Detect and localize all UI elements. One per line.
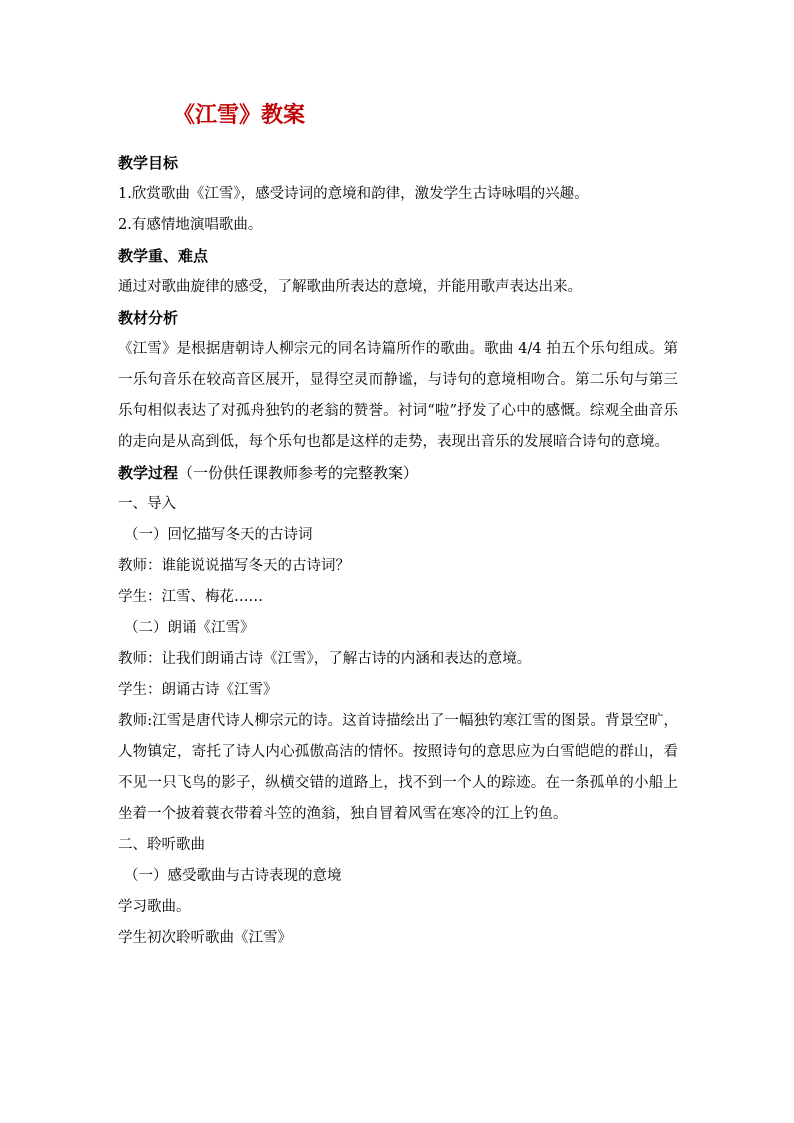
- analysis-heading: 教材分析: [118, 309, 179, 327]
- process-heading: [118, 458, 678, 489]
- teacher-line-3: 教师:江雪是唐代诗人柳宗元的诗。这首诗描绘出了一幅独钓寒江雪的图景。背景空旷，人物镇定，寄托了诗人内心孤傲高洁的情怀。按照诗句的意思应为白雪皑皑的群山，看不见一只飞鸟的影子，纵横交错的道路上，找不到一个人的踪迹。在一条孤单的小船上坐着一个披着蓑衣带着斗笠的渔翁，独自冒着风雪在寒冷的江上钓鱼。: [118, 713, 678, 822]
- part-2-heading: 二、聆听歌曲: [118, 837, 205, 853]
- part-1-heading: 一、导入: [118, 496, 176, 512]
- page-title: 《江雪》教案: [173, 102, 306, 128]
- goal-2: 2.有感情地演唱歌曲。: [118, 217, 263, 233]
- learn-line: 学习歌曲。: [118, 899, 191, 915]
- listen-line: 学生初次聆听歌曲《江雪》: [118, 930, 292, 946]
- part-1-2: （二）朗诵《江雪》: [124, 620, 255, 636]
- key-points-heading: 教学重、难点: [118, 247, 209, 265]
- process-heading-note: （一份供任课教师参考的完整教案）: [178, 464, 419, 482]
- teacher-line-1: 教师：谁能说说描写冬天的古诗词？: [118, 558, 350, 574]
- goals-heading: 教学目标: [118, 154, 179, 172]
- goal-1: 1.欣赏歌曲《江雪》，感受诗词的意境和韵律，激发学生古诗咏唱的兴趣。: [118, 186, 589, 202]
- document-page: [118, 100, 678, 954]
- analysis-text: 《江雪》是根据唐朝诗人柳宗元的同名诗篇所作的歌曲。歌曲 4/4 拍五个乐句组成。第一乐句音乐在较高音区展开，显得空灵而静谧，与诗句的意境相吻合。第二乐句与第三乐句相似表达了对孤舟独钓的老翁的赞誉。衬词“啦”抒发了心中的感慨。综观全曲音乐的走向是从高到低，每个乐句也都是这样的走势，表现出音乐的发展暗合诗句的意境。: [118, 341, 678, 450]
- student-line-2: 学生：朗诵古诗《江雪》: [118, 682, 278, 698]
- student-line-1: 学生：江雪、梅花……: [118, 589, 263, 605]
- part-2-1: （一）感受歌曲与古诗表现的意境: [124, 868, 342, 884]
- process-heading-label: 教学过程: [118, 464, 179, 482]
- teacher-line-2: 教师：让我们朗诵古诗《江雪》，了解古诗的内涵和表达的意境。: [118, 651, 532, 667]
- part-1-1: （一）回忆描写冬天的古诗词: [124, 527, 313, 543]
- key-points-text: 通过对歌曲旋律的感受，了解歌曲所表达的意境，并能用歌声表达出来。: [118, 279, 582, 295]
